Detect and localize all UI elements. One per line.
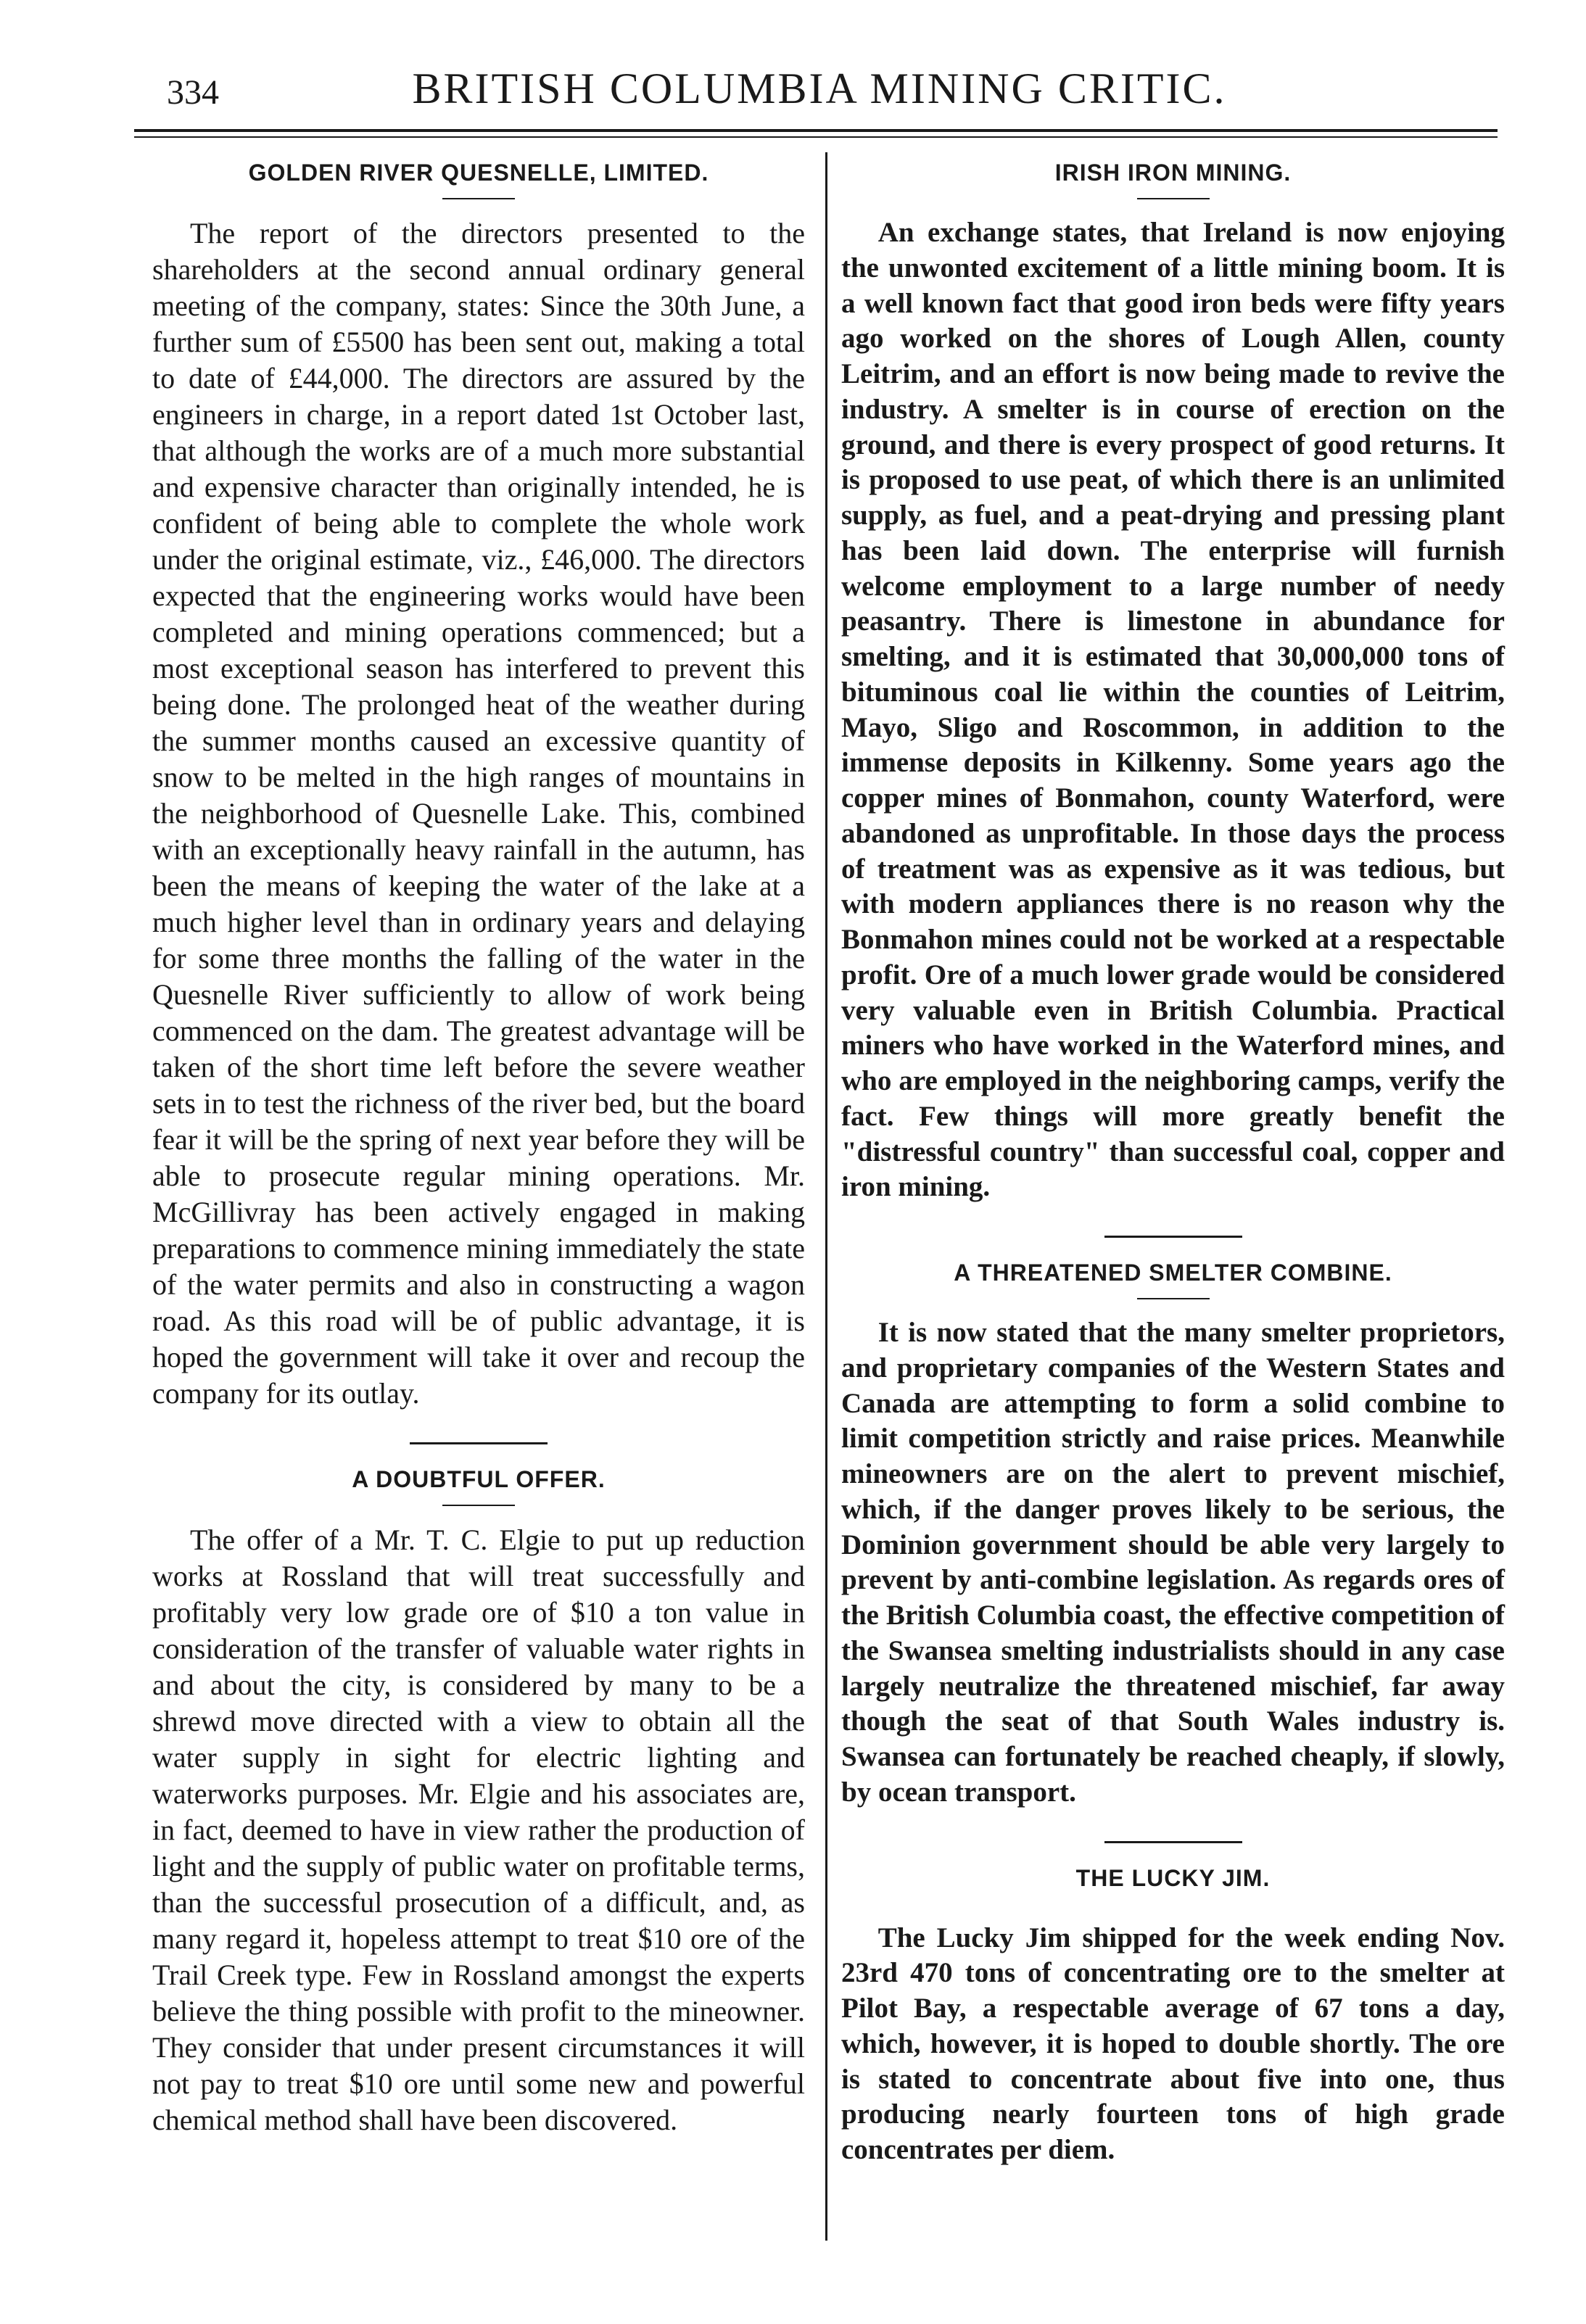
headline-rule — [442, 198, 515, 199]
headline-rule — [1137, 198, 1210, 199]
article-body: The Lucky Jim shipped for the week ending Nov. 23rd 470 tons of concentrating ore to the smelter at Pilot Bay, a respectable average of 67 tons a day, which, however, it is hoped to double shortly. The ore is stated to concentrate about five into one, thus producing nearly fourteen tons of high grade concentrates per diem. — [841, 1922, 1505, 2165]
article-body: An exchange states, that Ireland is now enjoying the unwonted excitement of a little mining boom. It is a well known fact that good iron beds were fifty years ago worked on the shores of Lough Allen, county Leitrim, and an effort is now being made to revive the industry. A smelter is in course of erection on the ground, and there is every prospect of good returns. It is proposed to use peat, of which there is an unlimited supply, as fuel, and a peat-drying and pressing plant has been laid down. The enterprise will furnish welcome employment to a large number of needy peasantry. There is limestone in abundance for smelting, and it is estimated that 30,000,000 tons of bituminous coal lie within the counties of Leitrim, Mayo, Sligo and Roscommon, in addition to the immense deposits in Kilkenny. Some years ago the copper mines of Bonmahon, county Waterford, were abandoned as unprofitable. In those days the process of treatment was as expensive as it was tedious, but with modern appliances there is no reason why the Bonmahon mines could not be worked at a respectable profit. Ore of a much lower grade would be considered very valuable even in British Columbia. Practical miners who have worked in the Waterford mines, and who are employed in the neighboring camps, verify the fact. Few things will more greatly benefit the "distressful country" than successful coal, copper and iron mining. — [841, 217, 1505, 1203]
headline-rule — [1137, 1298, 1210, 1299]
header-rule-thick — [134, 129, 1498, 132]
journal-title: BRITISH COLUMBIA MINING CRITIC. — [412, 65, 1227, 112]
article-smelter-combine — [841, 1260, 1505, 1811]
article-headline: A DOUBTFUL OFFER. — [352, 1466, 606, 1492]
article-body: The report of the directors presented to the shareholders at the second annual ordinary general meeting of the company, states: Since the 30th June, a further sum of £5500 has been sent out, making a total to date of £44,000. The directors are assured by the engineers in charge, in a report dated 1st October last, that although the works are of a much more substantial and expensive character than originally intended, he is confident of being able to complete the whole work under the original estimate, viz., £46,000. The directors expected that the engineering works would have been completed and mining operations commenced; but a most exceptional season has interfered to prevent this being done. The prolonged heat of the weather during the summer months caused an excessive quantity of snow to be melted in the high ranges of mountains in the neighborhood of Quesnelle Lake. This, combined with an exceptionally heavy rainfall in the autumn, has been the means of keeping the water of the lake at a much higher level than in ordinary years and delaying for some three months the falling of the water in the Quesnelle River sufficiently to allow of work being commenced on the dam. The greatest advantage will be taken of the short time left before the severe weather sets in to test the richness of the river bed, but the board fear it will be the spring of next year before they will be able to prosecute regular mining operations. Mr. McGillivray has been actively engaged in making preparations to commence mining immediately the state of the water permits and also in constructing a wagon road. As this road will be of public advantage, it is hoped the government will take it over and recoup the company for its outlay. — [152, 217, 805, 1410]
section-divider — [410, 1442, 548, 1444]
header-rule-thin — [134, 136, 1498, 138]
right-column — [841, 152, 1505, 2168]
article-headline: IRISH IRON MINING. — [1054, 160, 1292, 186]
article-headline: GOLDEN RIVER QUESNELLE, LIMITED. — [248, 160, 709, 186]
column-divider — [825, 152, 827, 2241]
section-divider — [1104, 1236, 1242, 1238]
article-doubtful-offer — [152, 1466, 805, 2138]
headline-rule — [442, 1505, 515, 1506]
article-headline: A THREATENED SMELTER COMBINE. — [954, 1260, 1392, 1286]
left-column — [152, 152, 805, 2138]
article-headline: THE LUCKY JIM. — [1075, 1864, 1271, 1891]
section-divider — [1104, 1841, 1242, 1843]
page-header — [145, 64, 1494, 129]
page-number: 334 — [167, 73, 219, 112]
article-lucky-jim — [841, 1865, 1505, 2168]
article-golden-river — [152, 160, 805, 1412]
article-irish-iron — [841, 160, 1505, 1205]
article-body: It is now stated that the many smelter proprietors, and proprietary companies of the Western States and Canada are attempting to form a solid combine to limit competition strictly and raise prices. Meanwhile mineowners are on the alert to prevent mischief, which, if the danger proves likely to be serious, the Dominion government should be able very largely to prevent by anti-combine legislation. As regards ores of the British Columbia coast, the effective competition of the Swansea smelting industrialists should in any case largely neutralize the threatened mischief, far away though the seat of that South Wales industry is. Swansea can fortunately be reached cheaply, if slowly, by ocean transport. — [841, 1317, 1505, 1808]
article-body: The offer of a Mr. T. C. Elgie to put up reduction works at Rossland that will treat successfully and profitably very low grade ore of $10 a ton value in consideration of the transfer of valuable water rights in and about the city, is considered by many to be a shrewd move directed with a view to obtain all the water supply in sight for electric lighting and waterworks purposes. Mr. Elgie and his associates are, in fact, deemed to have in view rather the production of light and the supply of public water on profitable terms, than the successful prosecution of a difficult, and, as many regard it, hopeless attempt to treat $10 ore of the Trail Creek type. Few in Rossland amongst the experts believe the thing possible with profit to the mineowner. They consider that under present circumstances it will not pay to treat $10 ore until some new and powerful chemical method shall have been discovered. — [152, 1523, 805, 2136]
